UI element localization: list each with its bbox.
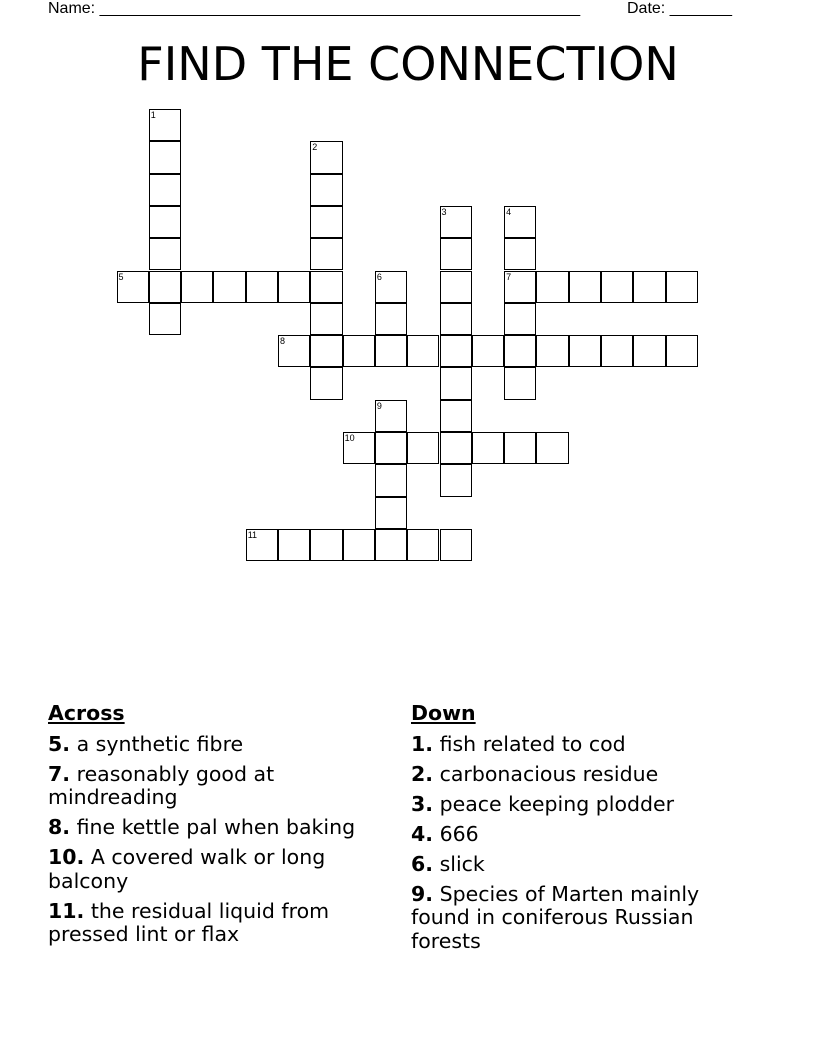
clue-number: 2. (411, 761, 434, 786)
grid-cell (472, 432, 504, 464)
down-clue-1 (411, 733, 741, 757)
clue-text: fish related to cod (439, 731, 626, 756)
grid-cell (407, 335, 439, 367)
grid-cell (375, 529, 407, 561)
clue-number: 5. (48, 731, 71, 756)
grid-cell (633, 335, 665, 367)
grid-cell (343, 335, 375, 367)
grid-cell (149, 141, 181, 173)
grid-cell (440, 206, 472, 238)
clue-number: 1. (411, 731, 434, 756)
grid-cell (117, 271, 149, 303)
cell-number: 10 (344, 433, 355, 443)
across-clue-11 (48, 900, 393, 947)
cell-number: 6 (376, 271, 382, 282)
grid-cell (375, 497, 407, 529)
grid-cell (181, 271, 213, 303)
cell-number: 2 (312, 142, 318, 153)
grid-cell (375, 432, 407, 464)
grid-cell (310, 367, 342, 399)
cell-number: 4 (506, 206, 512, 217)
grid-cell (149, 238, 181, 270)
grid-cell (440, 238, 472, 270)
grid-cell (310, 529, 342, 561)
grid-cell (278, 271, 310, 303)
grid-cell (440, 367, 472, 399)
clue-number: 3. (411, 791, 434, 816)
down-clue-4 (411, 823, 741, 847)
clue-text: slick (439, 851, 485, 876)
down-clue-2 (411, 763, 741, 787)
cell-number: 3 (441, 206, 447, 217)
clue-number: 8. (48, 815, 71, 839)
grid-cell (407, 432, 439, 464)
grid-cell (536, 271, 568, 303)
grid-cell (440, 400, 472, 432)
clue-text: reasonably good at mindreading (48, 761, 275, 809)
grid-cell (310, 271, 342, 303)
grid-cell (504, 367, 536, 399)
grid-cell (343, 529, 375, 561)
across-clue-8 (48, 816, 393, 840)
grid-cell (666, 271, 698, 303)
name-field-line: Name: ______________________________________________________ (48, 0, 581, 17)
grid-cell (440, 464, 472, 496)
grid-cell (278, 335, 310, 367)
cell-number: 8 (280, 336, 286, 347)
across-heading: Across (48, 701, 125, 725)
grid-cell (149, 271, 181, 303)
grid-cell (440, 303, 472, 335)
grid-cell (149, 174, 181, 206)
clue-number: 11. (48, 898, 85, 923)
across-clue-10 (48, 846, 393, 893)
cell-number: 9 (376, 400, 382, 411)
cell-number: 1 (150, 110, 156, 120)
grid-cell (536, 432, 568, 464)
grid-cell (440, 432, 472, 464)
grid-cell (440, 529, 472, 561)
grid-cell (504, 271, 536, 303)
grid-cell (310, 238, 342, 270)
clue-text: fine kettle pal when baking (76, 815, 356, 839)
cell-number: 11 (247, 529, 258, 540)
grid-cell (472, 335, 504, 367)
grid-cell (504, 238, 536, 270)
clue-text: peace keeping plodder (439, 791, 675, 816)
grid-cell (149, 303, 181, 335)
grid-cell (310, 303, 342, 335)
across-clue-5 (48, 733, 393, 757)
grid-cell (504, 432, 536, 464)
grid-cell (601, 271, 633, 303)
grid-cell (440, 335, 472, 367)
page-title: FIND THE CONNECTION (137, 37, 679, 91)
down-clue-9 (411, 883, 741, 954)
grid-cell (504, 206, 536, 238)
grid-cell (310, 174, 342, 206)
date-field-line: Date: _______ (627, 0, 732, 17)
grid-cell (213, 271, 245, 303)
grid-cell (149, 206, 181, 238)
grid-cell (569, 335, 601, 367)
grid-cell (310, 206, 342, 238)
clue-number: 6. (411, 851, 434, 876)
grid-cell (633, 271, 665, 303)
across-clues (48, 702, 393, 953)
down-heading: Down (411, 701, 476, 725)
clue-number: 7. (48, 761, 71, 786)
cell-number: 7 (506, 271, 512, 282)
grid-cell (536, 335, 568, 367)
clue-text: the residual liquid from pressed lint or flax (48, 898, 330, 946)
grid-cell (569, 271, 601, 303)
grid-cell (375, 464, 407, 496)
grid-cell (601, 335, 633, 367)
clue-text: A covered walk or long balcony (48, 845, 326, 893)
grid-cell (504, 303, 536, 335)
grid-cell (278, 529, 310, 561)
grid-cell (310, 335, 342, 367)
cell-number: 5 (118, 271, 124, 282)
grid-cell (666, 335, 698, 367)
clue-number: 10. (48, 845, 85, 869)
grid-cell (149, 109, 181, 141)
grid-cell (375, 303, 407, 335)
clue-number: 4. (411, 821, 434, 846)
down-clues (411, 702, 741, 960)
clue-text: carbonacious residue (439, 761, 659, 786)
clue-number: 9. (411, 881, 434, 906)
grid-cell (375, 400, 407, 432)
grid-cell (440, 271, 472, 303)
grid-cell (310, 141, 342, 173)
grid-cell (246, 529, 278, 561)
grid-cell (246, 271, 278, 303)
down-clue-6 (411, 853, 741, 877)
down-clue-3 (411, 793, 741, 817)
across-clue-7 (48, 763, 393, 810)
grid-cell (407, 529, 439, 561)
grid-cell (504, 335, 536, 367)
clue-text: Species of Marten mainly found in coniferous Russian forests (411, 881, 700, 953)
grid-cell (343, 432, 375, 464)
grid-cell (375, 271, 407, 303)
grid-cell (375, 335, 407, 367)
clue-text: a synthetic fibre (76, 731, 244, 756)
clue-text: 666 (439, 821, 479, 846)
